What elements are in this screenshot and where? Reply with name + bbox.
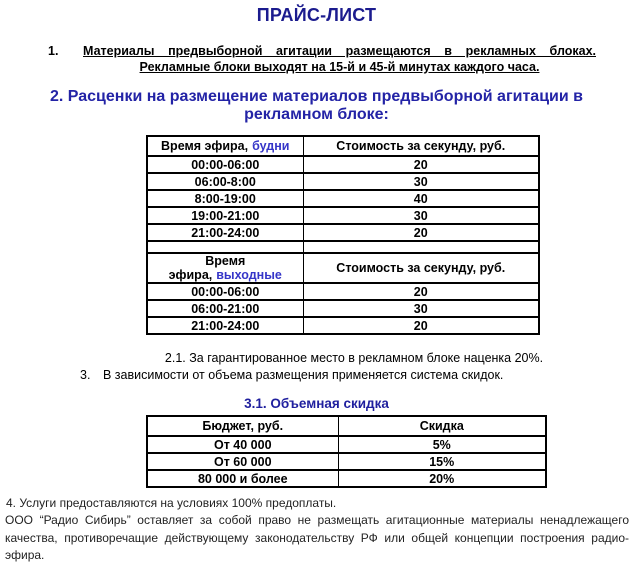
weekend-time-header-cell [147,253,303,283]
table-row [147,470,546,487]
weekend-highlight: выходные [216,268,282,282]
weekend-header-row [147,253,539,283]
disclaimer-text: ООО “Радио Сибирь” оставляет за собой право не размещать агитационные материалы ненадлежащего качества, противоречащие действующему законодательству РФ или общей концепции построения радио-эфира. [5,513,629,562]
weekday-header-row [147,136,539,156]
time-cell: 00:00-06:00 [147,283,303,300]
table-row [147,283,539,300]
table-row [147,453,546,470]
cost-header-cell: Стоимость за секунду, руб. [303,136,539,156]
discount-header-row [147,416,546,436]
cost-cell: 40 [303,190,539,207]
cost-cell: 30 [303,207,539,224]
note-1-number: 1. [48,44,59,58]
table-row [147,156,539,173]
rates-table [146,135,540,335]
empty-cell [147,241,303,253]
discount-cell: 15% [338,453,546,470]
empty-cell [303,241,539,253]
time-cell: 19:00-21:00 [147,207,303,224]
cost-cell: 30 [303,173,539,190]
budget-cell: От 60 000 [147,453,338,470]
time-header-label: Время эфира, [161,139,249,153]
section-3-1-heading: 3.1. Объемная скидка [244,396,389,411]
note-1 [48,43,596,75]
time-cell: 06:00-21:00 [147,300,303,317]
cost-cell: 30 [303,300,539,317]
cost-cell: 20 [303,317,539,334]
table-row [147,190,539,207]
note-3-number: 3. [80,368,91,382]
section-2-heading: 2. Расценки на размещение материалов предвыборной агитации в рекламном блоке: [50,88,583,123]
cost-cell: 20 [303,156,539,173]
note-4: 4. Услуги предоставляются на условиях 100% предоплаты. [6,496,337,510]
cost-cell: 20 [303,224,539,241]
discount-table [146,415,547,488]
cost-header-cell: Стоимость за секунду, руб. [303,253,539,283]
discount-cell: 20% [338,470,546,487]
table-row [147,173,539,190]
time-cell: 21:00-24:00 [147,317,303,334]
weekday-highlight: будни [252,139,290,153]
cost-cell: 20 [303,283,539,300]
budget-cell: От 40 000 [147,436,338,453]
discount-header-cell: Скидка [338,416,546,436]
note-1-text: Материалы предвыборной агитации размещаются в рекламных блоках. Рекламные блоки выходят на 15-й и 45-й минутах каждого часа. [83,44,596,74]
time-cell: 00:00-06:00 [147,156,303,173]
footer-notes [0,495,633,565]
spacer-row [147,241,539,253]
table-row [147,317,539,334]
time-header-label: Время эфира, [168,254,246,282]
table-row [147,207,539,224]
budget-header-cell: Бюджет, руб. [147,416,338,436]
time-cell: 06:00-8:00 [147,173,303,190]
note-3-text: В зависимости от объема размещения применяется система скидок. [103,368,504,382]
budget-cell: 80 000 и более [147,470,338,487]
time-cell: 8:00-19:00 [147,190,303,207]
document-title: ПРАЙС-ЛИСТ [256,5,377,25]
table-row [147,436,546,453]
table-row [147,224,539,241]
table-row [147,300,539,317]
price-list-document [0,5,633,562]
note-2-1: 2.1. За гарантированное место в рекламном блоке наценка 20%. [164,351,544,365]
note-3 [80,368,633,382]
time-cell: 21:00-24:00 [147,224,303,241]
weekday-time-header-cell [147,136,303,156]
discount-cell: 5% [338,436,546,453]
